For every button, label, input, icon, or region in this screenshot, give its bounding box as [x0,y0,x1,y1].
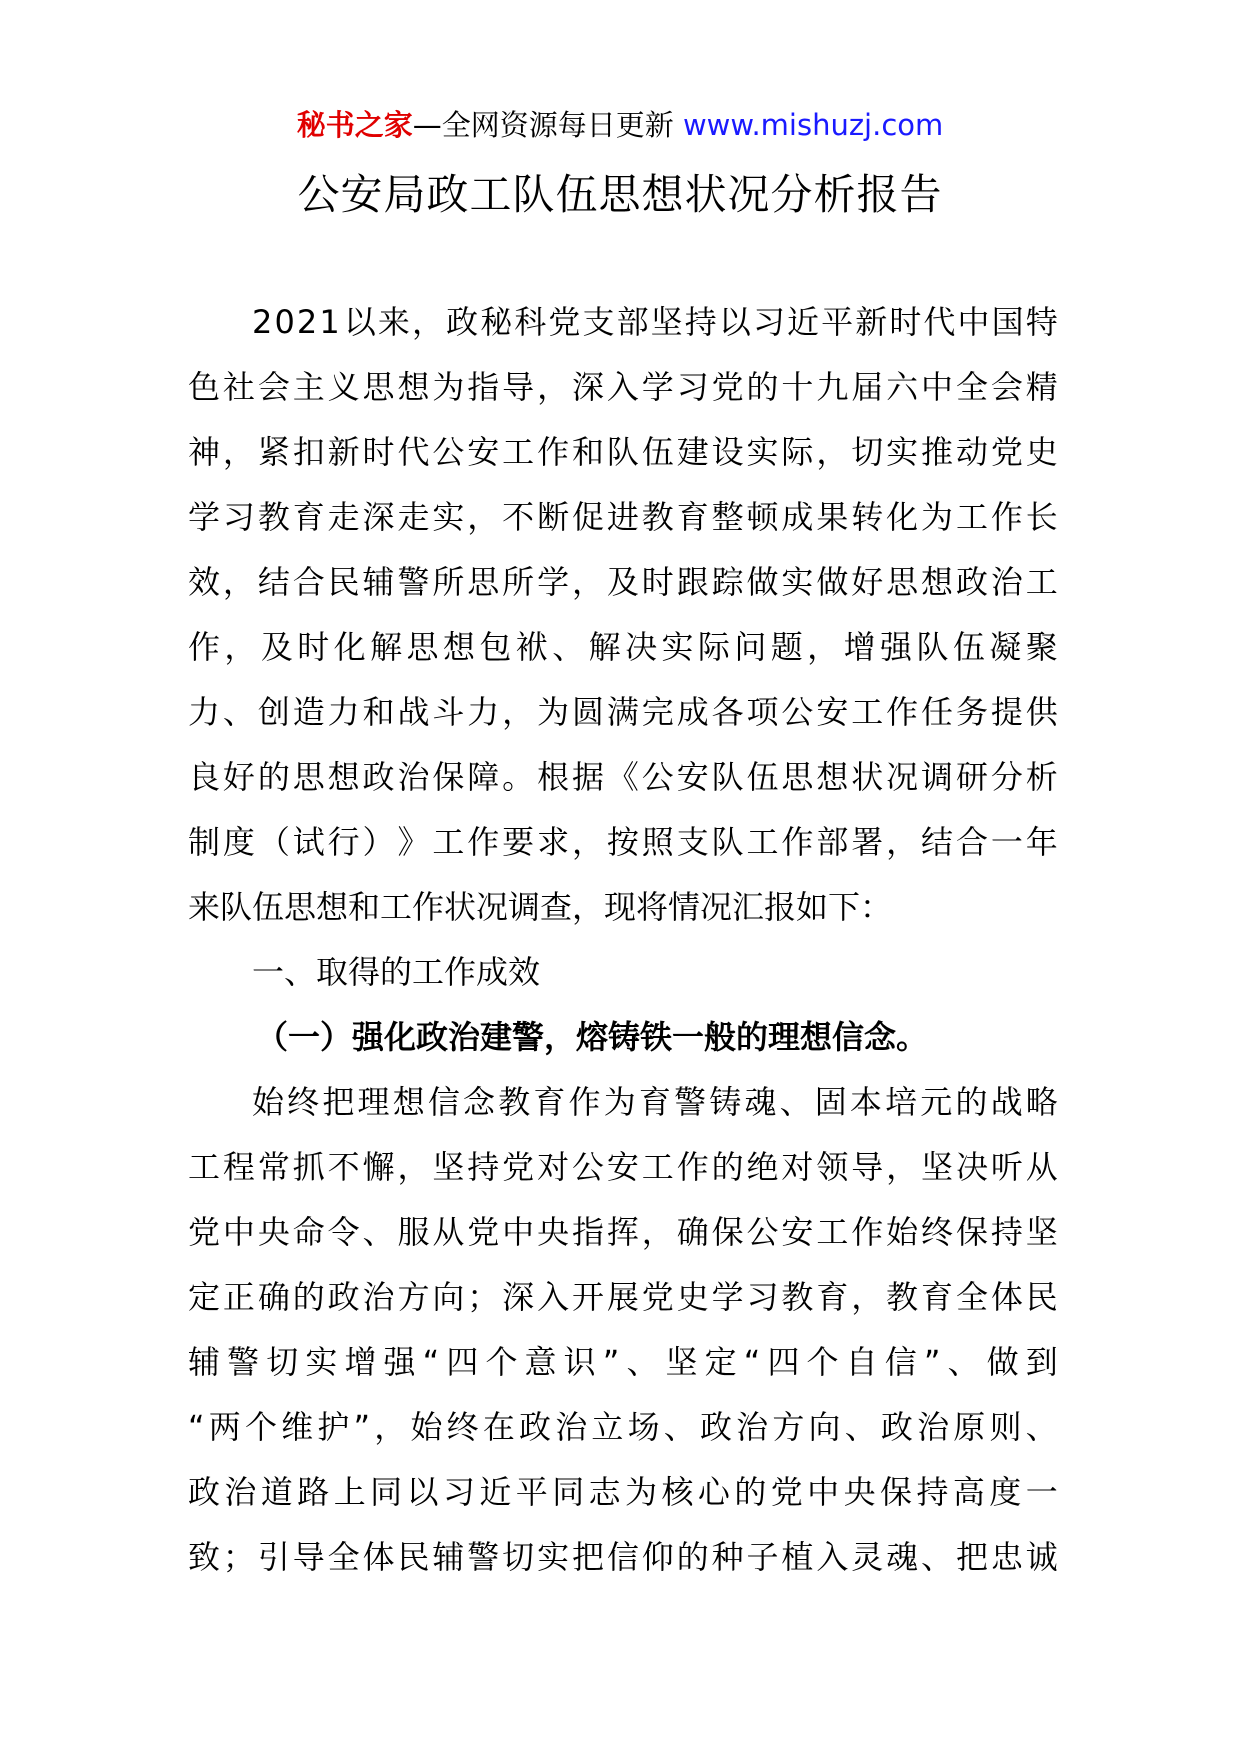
text-line: 2 0 2 1 以 来 ， 政 秘 科 党 支 部 坚 持 以 习 近 平 新 时 代 中 国 特 [252,303,1058,341]
text-line: 良 好 的 思 想 政 治 保 障 。 根 据 《 公 安 队 伍 思 想 状 况 调 研 分 析 [188,758,1058,796]
text-line: 党 中 央 命 令 、 服 从 党 中 央 指 挥 ， 确 保 公 安 工 作 始 终 保 持 坚 [188,1213,1058,1251]
subsection-heading: （一）强化政治建警，熔铸铁一般的理想信念。 [256,1018,929,1056]
text-line: 学 习 教 育 走 深 走 实 ， 不 断 促 进 教 育 整 顿 成 果 转 化 为 工 作 长 [188,498,1058,536]
text-line: 来队伍思想和工作状况调查，现将情况汇报如下： [188,888,893,926]
text-line: 色 社 会 主 义 思 想 为 指 导 ， 深 入 学 习 党 的 十 九 届 六 中 全 会 精 [188,368,1058,406]
paragraph-intro [188,290,1058,940]
site-tagline: —全网资源每日更新 [412,108,683,142]
text-line: 定 正 确 的 政 治 方 向 ； 深 入 开 展 党 史 学 习 教 育 ， 教 育 全 体 民 [188,1278,1058,1316]
text-line: “ 两 个 维 护 ” ， 始 终 在 政 治 立 场 、 政 治 方 向 、 政 治 原 则 、 [188,1408,1058,1446]
site-header [0,103,1240,147]
text-line: 效 ， 结 合 民 辅 警 所 思 所 学 ， 及 时 跟 踪 做 实 做 好 思 想 政 治 工 [188,563,1058,601]
document-body [188,290,1058,1590]
text-line: 制 度 （ 试 行 ） 》 工 作 要 求 ， 按 照 支 队 工 作 部 署 ， 结 合 一 年 [188,823,1058,861]
site-brand: 秘书之家 [296,108,413,142]
paragraph-political [188,1070,1058,1590]
text-line: 始 终 把 理 想 信 念 教 育 作 为 育 警 铸 魂 、 固 本 培 元 的 战 略 [252,1083,1058,1121]
text-line: 神 ， 紧 扣 新 时 代 公 安 工 作 和 队 伍 建 设 实 际 ， 切 实 推 动 党 史 [188,433,1058,471]
document-title: 公安局政工队伍思想状况分析报告 [297,170,943,219]
text-line: 力 、 创 造 力 和 战 斗 力 ， 为 圆 满 完 成 各 项 公 安 工 作 任 务 提 供 [188,693,1058,731]
text-line: 政 治 道 路 上 同 以 习 近 平 同 志 为 核 心 的 党 中 央 保 持 高 度 一 [188,1473,1058,1511]
text-line: 作 ， 及 时 化 解 思 想 包 袱 、 解 决 实 际 问 题 ， 增 强 队 伍 凝 聚 [188,628,1058,666]
section-heading: 一、取得的工作成效 [252,953,541,991]
text-line: 工 程 常 抓 不 懈 ， 坚 持 党 对 公 安 工 作 的 绝 对 领 导 ， 坚 决 听 从 [188,1148,1058,1186]
text-line: 辅 警 切 实 增 强 “ 四 个 意 识 ” 、 坚 定 “ 四 个 自 信 ” 、 做 到 [188,1343,1058,1381]
text-line: 致 ； 引 导 全 体 民 辅 警 切 实 把 信 仰 的 种 子 植 入 灵 魂 、 把 忠 诚 [188,1538,1058,1576]
site-url-link[interactable]: www.mishuzj.com [682,108,944,142]
